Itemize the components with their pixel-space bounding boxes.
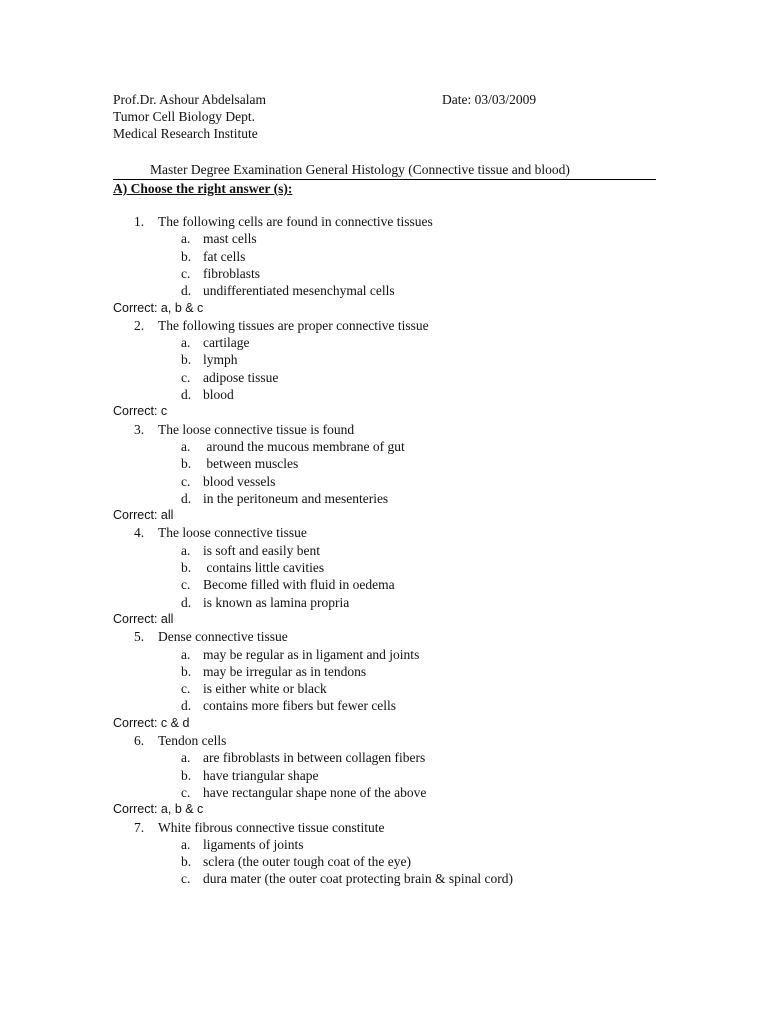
option-text: is either white or black: [203, 681, 327, 697]
option-letter: c.: [181, 871, 191, 887]
option-letter: d.: [181, 283, 192, 299]
option-text: dura mater (the outer coat protecting brain & spinal cord): [203, 871, 514, 887]
question-number: 1.: [134, 214, 145, 229]
option-text: sclera (the outer tough coat of the eye): [203, 854, 412, 870]
option-text: may be regular as in ligament and joints: [203, 646, 420, 662]
option-text: have rectangular shape none of the above: [203, 784, 427, 800]
option-letter: a.: [181, 750, 191, 766]
author-line: Prof.Dr. Ashour Abdelsalam: [113, 92, 266, 107]
correct-answer: Correct: all: [113, 611, 174, 626]
correct-answer: Correct: c: [113, 404, 168, 419]
option-text: Become filled with fluid in oedema: [203, 577, 395, 593]
correct-answer: Correct: a, b & c: [113, 300, 204, 315]
question-text: The following cells are found in connective tissues: [158, 214, 433, 229]
option-text: is known as lamina propria: [203, 594, 350, 610]
section-heading: A) Choose the right answer (s):: [113, 181, 293, 196]
question-number: 5.: [134, 629, 145, 645]
option-text: blood vessels: [203, 473, 276, 489]
option-text: contains little cavities: [203, 560, 325, 575]
question-number: 2.: [134, 317, 145, 333]
option-letter: d.: [181, 698, 192, 714]
option-letter: c.: [181, 784, 191, 800]
correct-answer: Correct: c & d: [113, 715, 190, 730]
option-letter: b.: [181, 248, 192, 264]
option-letter: a.: [181, 231, 191, 247]
option-letter: c.: [181, 473, 191, 489]
option-letter: b.: [181, 854, 192, 870]
option-letter: c.: [181, 369, 191, 385]
option-text: in the peritoneum and mesenteries: [203, 490, 389, 506]
option-text: are fibroblasts in between collagen fibers: [203, 750, 426, 766]
option-text: between muscles: [203, 456, 299, 472]
option-letter: c.: [181, 265, 191, 281]
option-text: adipose tissue: [203, 369, 279, 385]
option-text: cartilage: [203, 335, 250, 351]
option-letter: b.: [181, 560, 192, 575]
option-text: undifferentiated mesenchymal cells: [203, 283, 395, 299]
option-text: blood: [203, 387, 234, 402]
question-text: Tendon cells: [158, 733, 227, 748]
option-text: is soft and easily bent: [203, 542, 320, 558]
option-text: fat cells: [203, 248, 246, 264]
question-number: 6.: [134, 733, 145, 748]
question-text: Dense connective tissue: [158, 629, 288, 645]
dept-line: Tumor Cell Biology Dept.: [113, 109, 256, 124]
option-text: may be irregular as in tendons: [203, 663, 367, 679]
option-text: ligaments of joints: [203, 836, 304, 852]
question-text: White fibrous connective tissue constitute: [158, 819, 385, 835]
option-letter: d.: [181, 490, 192, 506]
question-number: 4.: [134, 525, 145, 541]
question-text: The loose connective tissue is found: [158, 421, 355, 437]
option-letter: a.: [181, 438, 191, 454]
option-letter: a.: [181, 335, 191, 351]
exam-title: Master Degree Examination General Histology (Connective tissue and blood): [150, 162, 570, 177]
option-letter: a.: [181, 646, 191, 662]
option-letter: a.: [181, 542, 191, 558]
option-letter: b.: [181, 663, 192, 679]
option-letter: d.: [181, 594, 192, 610]
date-line: Date: 03/03/2009: [442, 92, 537, 107]
option-text: contains more fibers but fewer cells: [203, 698, 397, 714]
option-letter: c.: [181, 681, 191, 697]
question-text: The following tissues are proper connective tissue: [158, 317, 429, 333]
option-text: fibroblasts: [203, 265, 260, 281]
option-letter: c.: [181, 577, 191, 593]
option-letter: b.: [181, 456, 192, 472]
option-letter: b.: [181, 352, 192, 368]
option-text: have triangular shape: [203, 767, 319, 783]
question-number: 7.: [134, 819, 145, 835]
option-letter: d.: [181, 387, 192, 402]
correct-answer: Correct: all: [113, 508, 174, 523]
option-text: around the mucous membrane of gut: [203, 438, 405, 454]
option-text: lymph: [203, 352, 238, 368]
option-letter: b.: [181, 767, 192, 783]
option-text: mast cells: [203, 231, 257, 247]
question-text: The loose connective tissue: [158, 525, 307, 541]
option-letter: a.: [181, 836, 191, 852]
correct-answer: Correct: a, b & c: [113, 802, 204, 817]
institute-line: Medical Research Institute: [113, 126, 258, 141]
question-number: 3.: [134, 421, 145, 437]
